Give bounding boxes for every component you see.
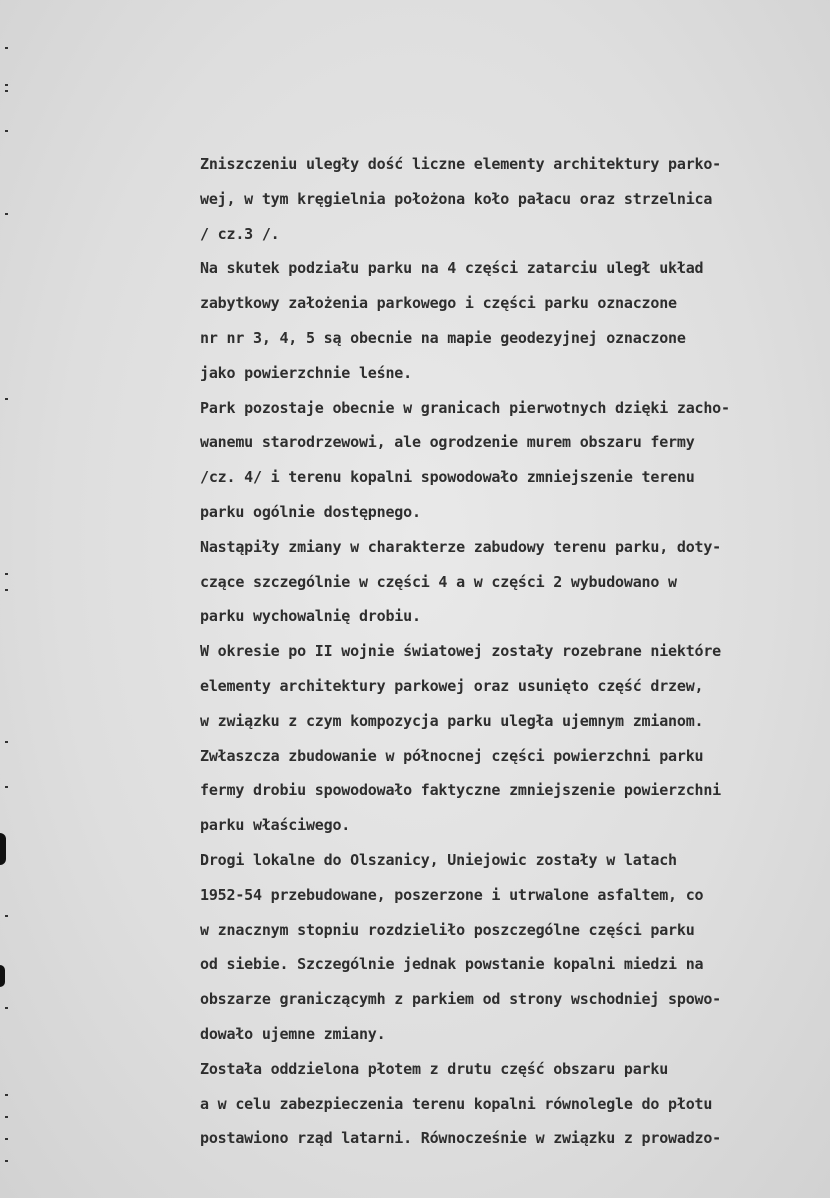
text-line: w znacznym stopniu rozdzieliło poszczególne części parku bbox=[200, 920, 695, 939]
text-line: parku ogólnie dostępnego. bbox=[200, 502, 421, 521]
margin-blot bbox=[0, 833, 6, 865]
text-line: Została oddzielona płotem z drutu część obszaru parku bbox=[200, 1059, 669, 1078]
text-line: nr nr 3, 4, 5 są obecnie na mapie geodezyjnej oznaczone bbox=[200, 328, 686, 347]
margin-mark bbox=[5, 1116, 8, 1118]
margin-mark bbox=[5, 741, 8, 743]
margin-mark bbox=[5, 1094, 8, 1096]
margin-mark bbox=[5, 1160, 8, 1162]
text-line: fermy drobiu spowodowało faktyczne zmniejszenie powierzchni bbox=[200, 781, 722, 800]
text-line: parku właściwego. bbox=[200, 816, 351, 835]
margin-mark bbox=[5, 130, 8, 132]
text-line: W okresie po II wojnie światowej zostały rozebrane niektóre bbox=[200, 642, 722, 661]
text-line: w związku z czym kompozycja parku uległa ujemnym zmianom. bbox=[200, 711, 704, 730]
text-line: Zniszczeniu uległy dość liczne elementy architektury parko- bbox=[200, 155, 722, 173]
margin-mark bbox=[5, 84, 8, 86]
text-line: Zwłaszcza zbudowanie w północnej części powierzchni parku bbox=[200, 746, 704, 765]
text-line: czące szczególnie w części 4 a w części 2 wybudowano w bbox=[200, 572, 677, 591]
text-line: Park pozostaje obecnie w granicach pierwotnych dzięki zacho- bbox=[200, 398, 730, 417]
margin-mark bbox=[5, 47, 8, 49]
text-line: Drogi lokalne do Olszanicy, Uniejowic zostały w latach bbox=[200, 850, 677, 869]
text-line: /cz. 4/ i terenu kopalni spowodowało zmniejszenie terenu bbox=[200, 468, 695, 487]
margin-mark bbox=[5, 1138, 8, 1140]
margin-mark bbox=[5, 213, 8, 215]
text-line: 1952-54 przebudowane, poszerzone i utrwalone asfaltem, co bbox=[200, 885, 704, 904]
margin-mark bbox=[5, 1007, 8, 1009]
text-line: / cz.3 /. bbox=[200, 224, 280, 243]
text-line: jako powierzchnie leśne. bbox=[200, 363, 412, 382]
text-line: dowało ujemne zmiany. bbox=[200, 1024, 386, 1043]
margin-mark bbox=[5, 90, 8, 92]
margin-mark bbox=[5, 915, 8, 917]
margin-mark bbox=[5, 398, 8, 400]
margin-mark bbox=[5, 589, 8, 591]
text-line: od siebie. Szczególnie jednak powstanie kopalni miedzi na bbox=[200, 955, 704, 974]
margin-mark bbox=[5, 573, 8, 575]
text-line: obszarze graniczącymh z parkiem od strony wschodniej spowo- bbox=[200, 990, 722, 1009]
margin-mark bbox=[5, 786, 8, 788]
text-line: Na skutek podziału parku na 4 części zatarciu uległ układ bbox=[200, 259, 704, 278]
text-line: wanemu starodrzewowi, ale ogrodzenie murem obszaru fermy bbox=[200, 433, 695, 452]
text-line: zabytkowy założenia parkowego i części parku oznaczone bbox=[200, 294, 677, 313]
text-line: parku wychowalnię drobiu. bbox=[200, 607, 421, 626]
text-line: elementy architektury parkowej oraz usunięto część drzew, bbox=[200, 676, 704, 695]
text-line: Nastąpiły zmiany w charakterze zabudowy terenu parku, doty- bbox=[200, 537, 722, 556]
text-line: wej, w tym kręgielnia położona koło pałacu oraz strzelnica bbox=[200, 189, 713, 208]
text-line: a w celu zabezpieczenia terenu kopalni równolegle do płotu bbox=[200, 1094, 713, 1113]
margin-blot bbox=[0, 965, 5, 987]
typed-text-body bbox=[200, 147, 820, 1156]
text-line: postawiono rząd latarni. Równocześnie w związku z prowadzo- bbox=[200, 1129, 722, 1148]
